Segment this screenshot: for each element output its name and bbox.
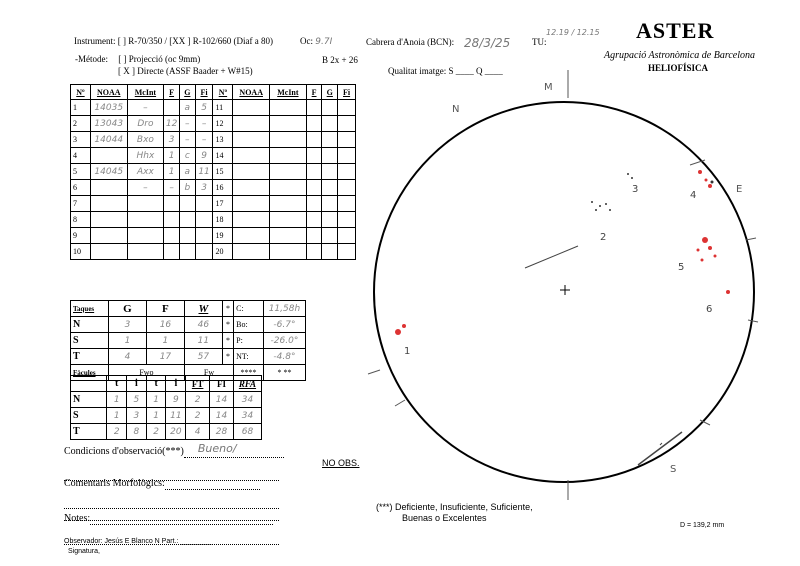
notes-label: Notes:: [64, 513, 91, 524]
facules-value: 1: [107, 408, 127, 424]
taques-g-value: 3: [108, 317, 146, 333]
groups-cell-n: 2: [71, 116, 91, 132]
axis-line-1: [525, 246, 578, 268]
groups-cell-n2: 15: [213, 164, 233, 180]
taques-col-w: W: [184, 301, 222, 317]
groups-cell-mcint: –: [127, 180, 164, 196]
tu-value: 12.19 / 12.15: [546, 28, 600, 37]
groups-cell-n: 9: [71, 228, 91, 244]
groups-table-header: [71, 85, 356, 100]
groups-cell-empty: [322, 196, 338, 212]
groups-cell-empty: [233, 228, 270, 244]
groups-cell-empty: [306, 132, 322, 148]
groups-row: [71, 244, 356, 260]
groups-cell-fi: 11: [195, 164, 213, 180]
groups-cell-f: [164, 100, 180, 116]
taques-row: [71, 349, 306, 365]
groups-cell-mcint: [127, 228, 164, 244]
groups-cell-empty: [233, 196, 270, 212]
groups-cell-n2: 20: [213, 244, 233, 260]
b-label: B 2x + 26: [322, 55, 358, 65]
disk-label-s: S: [670, 464, 677, 475]
groups-cell-noaa: [90, 180, 127, 196]
groups-cell-empty: [306, 244, 322, 260]
groups-cell-empty: [306, 228, 322, 244]
taques-row: [71, 317, 306, 333]
location-label: Cabrera d'Anoia (BCN):: [366, 37, 455, 47]
groups-cell-n: 10: [71, 244, 91, 260]
facules-value: 2: [146, 424, 166, 440]
facules-value: 2: [186, 392, 210, 408]
groups-cell-f: –: [164, 180, 180, 196]
groups-row: [71, 164, 356, 180]
groups-cell-empty: [306, 116, 322, 132]
groups-cell-f: [164, 196, 180, 212]
groups-cell-f: [164, 212, 180, 228]
quality-legend-1: (***) Deficiente, Insuficiente, Suficiente,: [376, 502, 533, 512]
groups-cell-fi: 9: [195, 148, 213, 164]
groups-cell-fi: [195, 212, 213, 228]
facules-value: 34: [233, 392, 261, 408]
oc-value: 9.7I: [315, 37, 333, 47]
oc-field: [300, 36, 332, 47]
groups-cell-empty: [233, 132, 270, 148]
groups-cell-n2: 19: [213, 228, 233, 244]
groups-cell-n: 1: [71, 100, 91, 116]
taques-row-star: *: [222, 317, 233, 333]
groups-cell-g: b: [179, 180, 195, 196]
facules-value: 11: [166, 408, 186, 424]
groups-cell-empty: [338, 116, 356, 132]
taques-f-value: 16: [146, 317, 184, 333]
col-n: Nº: [71, 85, 91, 100]
groups-cell-empty: [322, 132, 338, 148]
groups-cell-n: 4: [71, 148, 91, 164]
taques-label: Taques: [71, 301, 109, 317]
facules-stars4: ****: [234, 365, 264, 381]
conditions-line: [64, 442, 284, 458]
taques-f-value: 1: [146, 333, 184, 349]
facules-value: 1: [146, 392, 166, 408]
groups-cell-empty: [270, 116, 307, 132]
fw-label: Fw: [203, 368, 215, 377]
groups-cell-f: 3: [164, 132, 180, 148]
taques-right-label: P:: [234, 333, 264, 349]
groups-cell-empty: [306, 164, 322, 180]
groups-cell-g: a: [179, 164, 195, 180]
groups-cell-empty: [233, 244, 270, 260]
groups-cell-f: 1: [164, 164, 180, 180]
groups-cell-mcint: Hhx: [127, 148, 164, 164]
groups-cell-n: 6: [71, 180, 91, 196]
group-label-5: 5: [678, 262, 685, 273]
quality-legend-2: Buenas o Excelentes: [402, 513, 487, 523]
groups-row: [71, 228, 356, 244]
groups-cell-fi: [195, 196, 213, 212]
groups-cell-f: [164, 228, 180, 244]
facules-row-label: N: [71, 392, 107, 408]
groups-cell-mcint: [127, 212, 164, 228]
groups-cell-n2: 14: [213, 148, 233, 164]
groups-cell-noaa: [90, 148, 127, 164]
facules-corner: [71, 376, 107, 392]
groups-row: [71, 148, 356, 164]
col-mcint: McInt: [127, 85, 164, 100]
col-fi: Fi: [195, 85, 213, 100]
facules-row-label: S: [71, 408, 107, 424]
conditions-value: Bueno/: [197, 442, 237, 455]
groups-row: [71, 196, 356, 212]
groups-cell-noaa: [90, 196, 127, 212]
instrument-line: [74, 36, 273, 46]
groups-cell-empty: [270, 180, 307, 196]
taques-row-label: N: [71, 317, 109, 333]
conditions-label: Condicions d'observació(***): [64, 446, 184, 457]
facules-row: [71, 424, 262, 440]
groups-cell-mcint: –: [127, 100, 164, 116]
groups-cell-empty: [322, 100, 338, 116]
groups-cell-empty: [338, 132, 356, 148]
groups-cell-n2: 18: [213, 212, 233, 228]
facules-label: Fàcules: [71, 365, 109, 381]
comments-line: [64, 478, 260, 490]
groups-cell-empty: [270, 244, 307, 260]
group-label-3: 3: [632, 184, 639, 195]
groups-cell-empty: [270, 148, 307, 164]
axis-line-2: [638, 432, 682, 465]
groups-cell-empty: [322, 212, 338, 228]
method-label: -Métode:: [75, 54, 108, 64]
facules-value: 3: [127, 408, 147, 424]
oc-label: Oc:: [300, 36, 313, 46]
groups-cell-noaa: 14044: [90, 132, 127, 148]
brand-subtitle: Agrupació Astronòmica de Barcelona: [604, 50, 755, 61]
groups-cell-noaa: 14035: [90, 100, 127, 116]
groups-cell-n2: 16: [213, 180, 233, 196]
facules-value: 5: [127, 392, 147, 408]
groups-cell-mcint: Bxo: [127, 132, 164, 148]
groups-cell-fi: –: [195, 132, 213, 148]
group-label-6: 6: [706, 304, 713, 315]
groups-cell-empty: [270, 100, 307, 116]
col-noaa: NOAA: [90, 85, 127, 100]
groups-cell-empty: [322, 228, 338, 244]
groups-cell-empty: [338, 212, 356, 228]
taques-row: [71, 333, 306, 349]
col-f2: F: [306, 85, 322, 100]
groups-cell-fi: 5: [195, 100, 213, 116]
taques-row-label: S: [71, 333, 109, 349]
col-mcint2: McInt: [270, 85, 307, 100]
groups-cell-noaa: [90, 228, 127, 244]
groups-cell-n: 5: [71, 164, 91, 180]
observer-line: Observador: Jesús E Blanco N Part.: ________: [64, 538, 212, 545]
facules-value: 8: [127, 424, 147, 440]
groups-row: [71, 180, 356, 196]
solar-disk-drawing: [360, 70, 780, 500]
group-label-4: 4: [690, 190, 697, 201]
date-value: 28/3/25: [464, 36, 511, 50]
fac-i2: i: [166, 376, 186, 392]
col-f: F: [164, 85, 180, 100]
taques-right-label: NT:: [234, 349, 264, 365]
groups-cell-empty: [338, 180, 356, 196]
groups-cell-empty: [233, 212, 270, 228]
taques-g-value: 4: [108, 349, 146, 365]
groups-row: [71, 132, 356, 148]
groups-cell-empty: [338, 100, 356, 116]
c-value: 11,58h: [263, 301, 305, 317]
comments-label: Comentaris Morfològics:: [64, 478, 165, 489]
signature-label: Signatura,: [68, 548, 100, 555]
disk-label-m: M: [544, 82, 553, 93]
groups-cell-mcint: [127, 244, 164, 260]
fac-fi: FI: [210, 376, 234, 392]
groups-cell-empty: [306, 148, 322, 164]
c-label: C:: [234, 301, 264, 317]
center-cross: [560, 285, 570, 295]
col-fi2: Fi: [338, 85, 356, 100]
disk-label-e: E: [736, 184, 743, 195]
groups-cell-empty: [233, 116, 270, 132]
fac-i1: i: [127, 376, 147, 392]
solar-disk-circle: [374, 102, 754, 482]
taques-w-value: 11: [184, 333, 222, 349]
col-noaa2: NOAA: [233, 85, 270, 100]
taques-star: *: [222, 301, 233, 317]
taques-col-f: F: [146, 301, 184, 317]
facules-value: 2: [186, 408, 210, 424]
groups-cell-empty: [270, 196, 307, 212]
groups-table: [70, 84, 356, 260]
groups-cell-empty: [322, 180, 338, 196]
facules-value: 34: [233, 408, 261, 424]
groups-cell-g: [179, 244, 195, 260]
groups-cell-noaa: [90, 212, 127, 228]
brand-title: ASTER: [636, 18, 715, 43]
method-option-1: [ ] Projecció (oc 9mm): [118, 54, 201, 64]
groups-cell-empty: [270, 132, 307, 148]
no-obs-label: NO OBS.: [322, 458, 360, 468]
facules-value: 4: [186, 424, 210, 440]
groups-cell-empty: [270, 212, 307, 228]
groups-cell-empty: [338, 244, 356, 260]
method-option-2: [ X ] Directe (ASSF Baader + W#15): [118, 66, 253, 76]
groups-cell-fi: –: [195, 116, 213, 132]
facules-row-label: T: [71, 424, 107, 440]
groups-cell-empty: [233, 148, 270, 164]
taques-right-label: Bo:: [234, 317, 264, 333]
groups-cell-mcint: Axx: [127, 164, 164, 180]
instrument-options: [ ] R-70/350 / [XX ] R-102/660 (Diaf a 80): [117, 36, 273, 46]
groups-cell-n2: 12: [213, 116, 233, 132]
groups-cell-empty: [322, 116, 338, 132]
fac-rfa: RFA: [233, 376, 261, 392]
facules-value: 28: [210, 424, 234, 440]
groups-cell-empty: [306, 196, 322, 212]
taques-g-value: 1: [108, 333, 146, 349]
facules-value: 14: [210, 392, 234, 408]
groups-cell-f: [164, 244, 180, 260]
taques-w-value: 57: [184, 349, 222, 365]
disk-ticks: [368, 70, 758, 500]
groups-cell-g: c: [179, 148, 195, 164]
facules-value: 14: [210, 408, 234, 424]
groups-cell-g: –: [179, 132, 195, 148]
groups-cell-noaa: [90, 244, 127, 260]
taques-right-value: -4.8°: [263, 349, 305, 365]
groups-cell-g: –: [179, 116, 195, 132]
groups-cell-n: 7: [71, 196, 91, 212]
facules-row: [71, 392, 262, 408]
groups-cell-empty: [306, 212, 322, 228]
groups-cell-empty: [338, 164, 356, 180]
fac-t1: t: [107, 376, 127, 392]
fac-t2: t: [146, 376, 166, 392]
taques-f-value: 17: [146, 349, 184, 365]
groups-row: [71, 116, 356, 132]
star1: *: [277, 368, 282, 377]
groups-cell-n2: 11: [213, 100, 233, 116]
group-label-1: 1: [404, 346, 411, 357]
groups-cell-mcint: Dro: [127, 116, 164, 132]
disk-label-n: N: [452, 104, 460, 115]
groups-cell-empty: [322, 244, 338, 260]
quality-label: Qualitat imatge: S ____ Q ____: [388, 66, 503, 76]
instrument-label: Instrument:: [74, 36, 116, 46]
groups-cell-empty: [338, 196, 356, 212]
facules-value: 2: [107, 424, 127, 440]
col-g: G: [179, 85, 195, 100]
groups-cell-noaa: 13043: [90, 116, 127, 132]
fwo-label: Fwo: [139, 368, 154, 377]
groups-cell-g: a: [179, 100, 195, 116]
notes-line: [64, 513, 273, 525]
method-line: [75, 54, 200, 64]
groups-cell-n2: 17: [213, 196, 233, 212]
groups-cell-empty: [233, 180, 270, 196]
groups-cell-fi: [195, 244, 213, 260]
facules-value: 9: [166, 392, 186, 408]
groups-cell-empty: [338, 228, 356, 244]
groups-row: [71, 100, 356, 116]
groups-cell-empty: [270, 228, 307, 244]
groups-cell-fi: 3: [195, 180, 213, 196]
col-g2: G: [322, 85, 338, 100]
taques-row-label: T: [71, 349, 109, 365]
groups-cell-empty: [322, 148, 338, 164]
star2: **: [283, 368, 292, 377]
group-label-2: 2: [600, 232, 607, 243]
groups-cell-empty: [338, 148, 356, 164]
taques-row-star: *: [222, 349, 233, 365]
tu-label: TU:: [532, 37, 547, 47]
facules-value: 68: [233, 424, 261, 440]
fac-ft: FT: [186, 376, 210, 392]
groups-cell-fi: [195, 228, 213, 244]
groups-row: [71, 212, 356, 228]
taques-table: [70, 300, 306, 381]
groups-cell-g: [179, 228, 195, 244]
col-n2: Nº: [213, 85, 233, 100]
groups-cell-empty: [233, 100, 270, 116]
groups-cell-noaa: 14045: [90, 164, 127, 180]
groups-cell-n: 8: [71, 212, 91, 228]
taques-col-g: G: [108, 301, 146, 317]
diameter-label: D = 139,2 mm: [680, 522, 725, 529]
taques-right-value: -26.0°: [263, 333, 305, 349]
groups-cell-n: 3: [71, 132, 91, 148]
groups-cell-empty: [306, 180, 322, 196]
facules-value: 20: [166, 424, 186, 440]
taques-w-value: 46: [184, 317, 222, 333]
facules-value: 1: [107, 392, 127, 408]
groups-cell-empty: [270, 164, 307, 180]
taques-right-value: -6.7°: [263, 317, 305, 333]
facules-stars-mix: [263, 365, 305, 381]
groups-cell-f: 12: [164, 116, 180, 132]
brand-section: HELIOFÍSICA: [648, 63, 709, 73]
facules-row: [71, 408, 262, 424]
groups-cell-empty: [306, 100, 322, 116]
groups-cell-mcint: [127, 196, 164, 212]
groups-cell-n2: 13: [213, 132, 233, 148]
groups-cell-f: 1: [164, 148, 180, 164]
taques-row-star: *: [222, 333, 233, 349]
facules-value: 1: [146, 408, 166, 424]
groups-cell-empty: [233, 164, 270, 180]
facules-table: [70, 375, 262, 440]
groups-cell-g: [179, 212, 195, 228]
groups-cell-empty: [322, 164, 338, 180]
groups-cell-g: [179, 196, 195, 212]
